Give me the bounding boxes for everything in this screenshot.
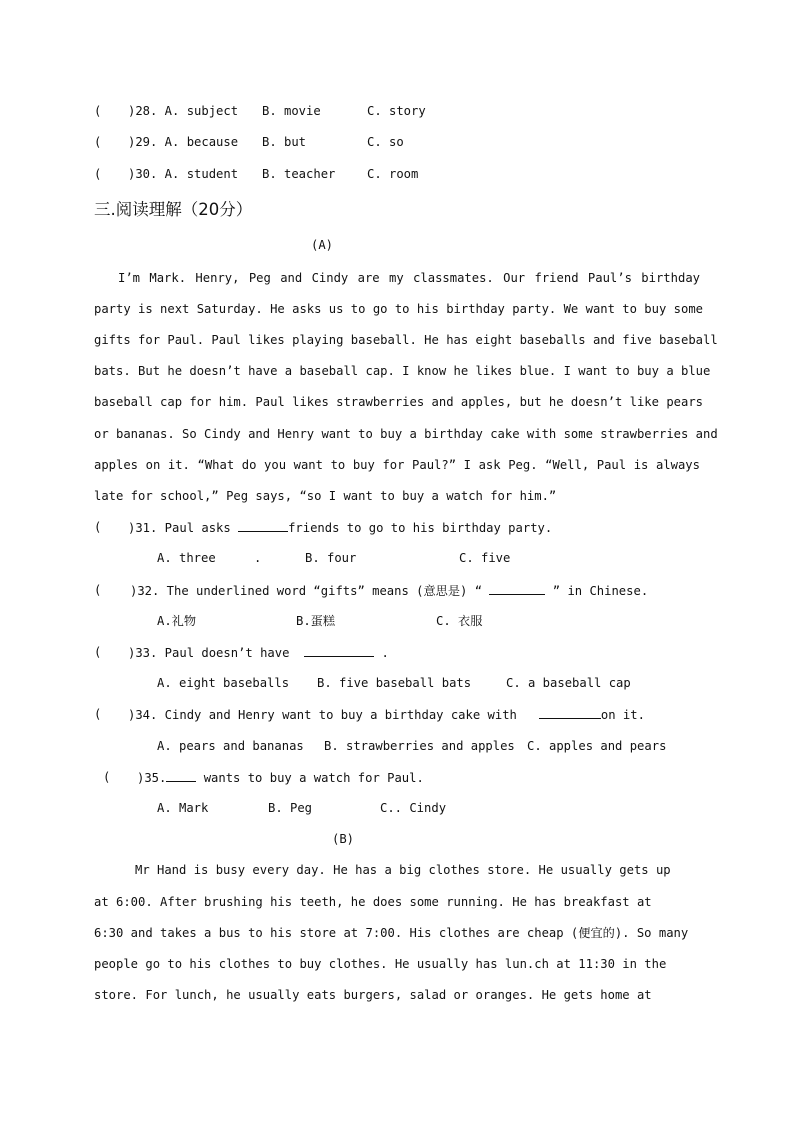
passage-line: party is next Saturday. He asks us to go to his birthday party. We want to buy some xyxy=(94,302,704,316)
option-c: C. a baseball cap xyxy=(506,676,631,690)
option-a: A. Mark xyxy=(157,801,209,815)
answer-paren: ( xyxy=(94,104,102,118)
option-b: B. five baseball bats xyxy=(317,676,472,690)
option-c: C. so xyxy=(367,135,404,149)
answer-blank[interactable] xyxy=(489,582,545,595)
option-b: B. Peg xyxy=(268,801,313,815)
question-stem xyxy=(128,519,552,536)
option-c: C. 衣服 xyxy=(436,614,483,628)
option-a: A. three xyxy=(157,551,216,565)
question-stem-post: friends to go to his birthday party. xyxy=(288,521,553,535)
passage-line: late for school,” Peg says, “so I want to buy a watch for him.” xyxy=(94,489,557,503)
option-c: C. apples and pears xyxy=(527,739,667,753)
question-stem-post: . xyxy=(381,646,389,660)
part-b-label: (B) xyxy=(332,832,355,846)
passage-line: people go to his clothes to buy clothes. He usually has lun.ch at 11:30 in the xyxy=(94,957,667,971)
passage-line: bats. But he doesn’t have a baseball cap. I know he likes blue. I want to buy a blue xyxy=(94,364,711,378)
question-stem-pre: )35. xyxy=(137,771,167,785)
answer-blank[interactable] xyxy=(166,769,196,782)
question-stem-post: on it. xyxy=(600,708,645,722)
part-a-label: (A) xyxy=(311,238,334,252)
question-stem xyxy=(128,706,645,723)
option-c: C.. Cindy xyxy=(380,801,447,815)
option-b: B. but xyxy=(262,135,307,149)
passage-line: store. For lunch, he usually eats burgers, salad or oranges. He gets home at xyxy=(94,988,652,1002)
answer-paren: ( xyxy=(103,770,111,784)
option-a: A.礼物 xyxy=(157,614,197,628)
passage-line: or bananas. So Cindy and Henry want to buy a birthday cake with some strawberries and xyxy=(94,427,718,441)
passage-line: at 6:00. After brushing his teeth, he does some running. He has breakfast at xyxy=(94,895,652,909)
option-a: A. pears and bananas xyxy=(157,739,304,753)
passage-line: Mr Hand is busy every day. He has a big clothes store. He usually gets up xyxy=(135,863,671,877)
passage-line: gifts for Paul. Paul likes playing baseball. He has eight baseballs and five baseball xyxy=(94,333,718,347)
question-stem xyxy=(137,769,424,786)
question-stem xyxy=(128,644,389,661)
answer-paren: ( xyxy=(94,583,102,597)
answer-blank[interactable] xyxy=(238,519,288,532)
answer-blank[interactable] xyxy=(304,644,374,657)
option-b: B. teacher xyxy=(262,167,336,181)
option-c: C. story xyxy=(367,104,426,118)
passage-line: I’m Mark. Henry, Peg and Cindy are my classmates. Our friend Paul’s birthday xyxy=(118,271,700,285)
question-stem: )30. A. student xyxy=(128,167,239,181)
question-stem: )29. A. because xyxy=(128,135,239,149)
answer-paren: ( xyxy=(94,167,102,181)
option-b: B. movie xyxy=(262,104,321,118)
question-stem xyxy=(130,582,648,599)
stray-dot: . xyxy=(254,551,262,565)
question-stem-pre: )31. Paul asks xyxy=(128,521,239,535)
option-c: C. five xyxy=(459,551,511,565)
option-a: A. eight baseballs xyxy=(157,676,290,690)
answer-paren: ( xyxy=(94,707,102,721)
question-stem-pre: )33. Paul doesn’t have xyxy=(128,646,297,660)
question-stem-post: ” in Chinese. xyxy=(552,584,649,598)
question-stem-post: wants to buy a watch for Paul. xyxy=(196,771,424,785)
option-b: B.蛋糕 xyxy=(296,614,336,628)
question-stem-pre: )34. Cindy and Henry want to buy a birthday cake with xyxy=(128,708,525,722)
passage-line: apples on it. “What do you want to buy for Paul?” I ask Peg. “Well, Paul is always xyxy=(94,458,700,472)
passage-line: 6:30 and takes a bus to his store at 7:00. His clothes are cheap (便宜的). So many xyxy=(94,926,689,940)
answer-paren: ( xyxy=(94,520,102,534)
passage-line: baseball cap for him. Paul likes strawberries and apples, but he doesn’t like pears xyxy=(94,395,704,409)
question-stem-pre: )32. The underlined word “gifts” means (意思是) “ xyxy=(130,584,483,598)
answer-blank[interactable] xyxy=(539,706,601,719)
question-stem: )28. A. subject xyxy=(128,104,239,118)
option-b: B. four xyxy=(305,551,357,565)
option-c: C. room xyxy=(367,167,419,181)
option-b: B. strawberries and apples xyxy=(324,739,515,753)
answer-paren: ( xyxy=(94,645,102,659)
section-heading: 三.阅读理解（20分） xyxy=(94,200,253,219)
answer-paren: ( xyxy=(94,135,102,149)
